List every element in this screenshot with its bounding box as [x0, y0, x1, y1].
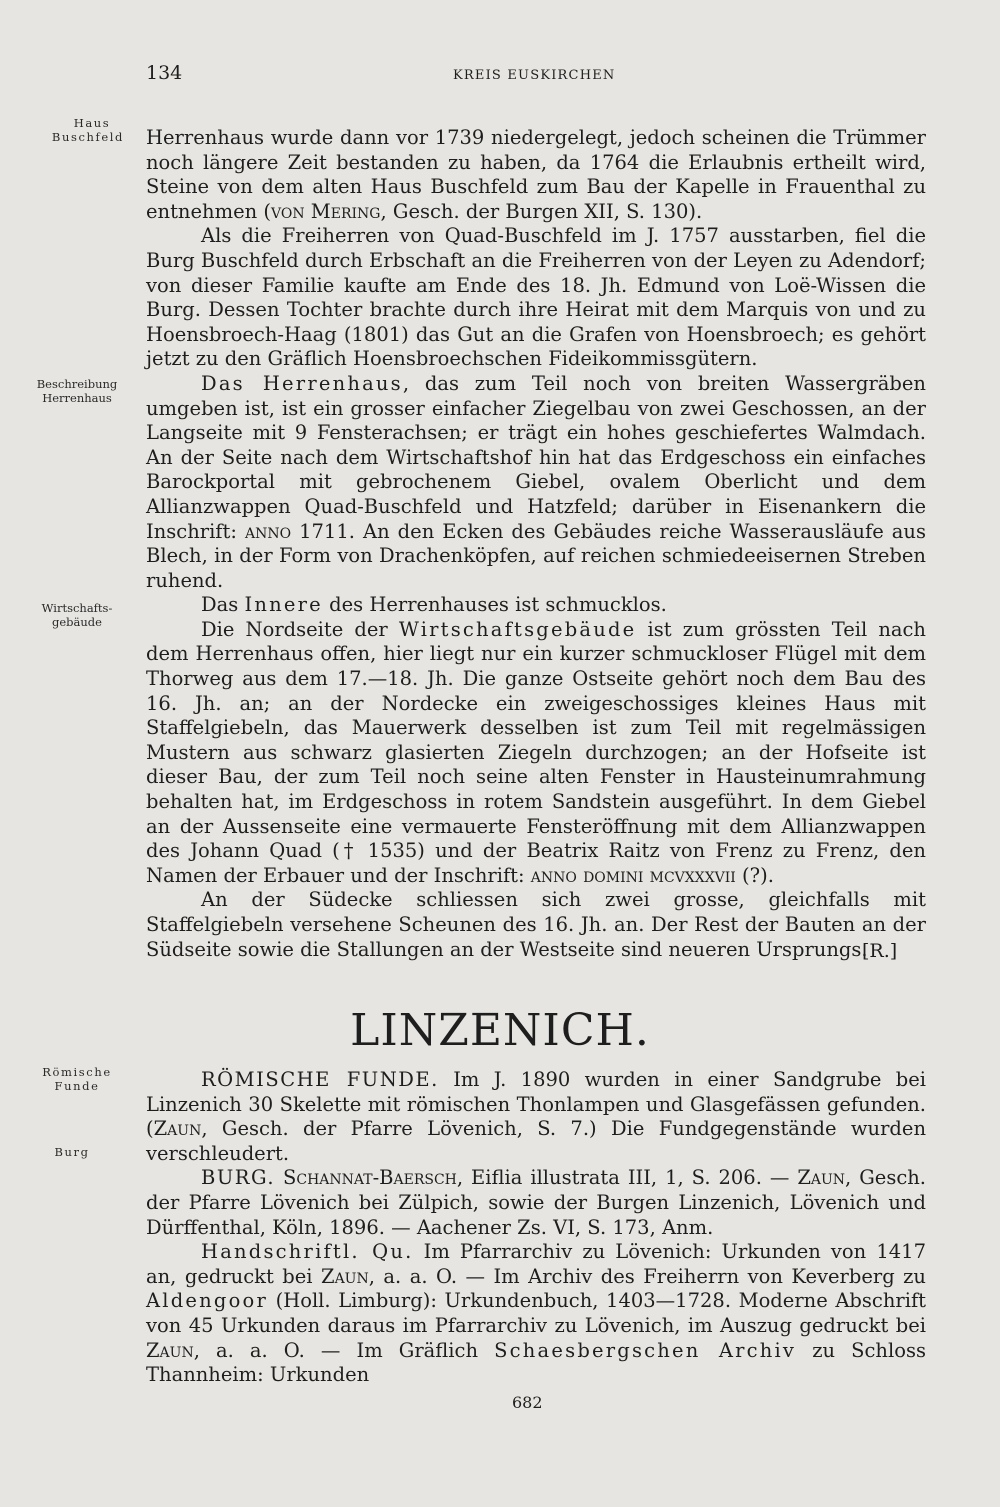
margin-note-burg: Burg [54, 1145, 90, 1159]
paragraph: Handschriftl. Qu. Im Pfarrarchiv zu Lövenich: Urkunden von 1417 an, gedruckt bei Zaun, a. a. O. — Im Archiv des Freiherrn von Keverberg zu Aldengoor (Holl. Limburg): Urkundenbuch, 1403—1728. Moderne Abschrift von 45 Urkunden daraus im Pfarrarchiv zu Lövenich, im Auszug gedruckt bei Zaun, a. a. O. — Im Gräflich Schaesbergschen Archiv zu Schloss Thannheim: Urkunden [146, 1240, 926, 1387]
paragraph: Das Innere des Herrenhauses ist schmucklos. [201, 593, 667, 617]
paragraph: Das Herrenhaus, das zum Teil noch von breiten Wassergräben umgeben ist, ist ein grosser einfacher Ziegelbau von zwei Geschossen, an der Langseite mit 9 Fensterachsen; er trägt ein hohes geschiefertes Walmdach. An der Seite nach dem Wirtschaftshof hin hat das Erdgeschoss ein einfaches Barockportal mit gebrochenem Giebel, ovalem Oberlicht und dem Allianzwappen Quad-Buschfeld und Hatzfeld; darüber in Eisenankern die Inschrift: anno 1711. An den Ecken des Gebäudes reiche Wasserausläufe aus Blech, in der Form von Drachenköpfen, auf reichen schmiedeeisernen Streben ruhend. [146, 371, 926, 592]
paragraph: RÖMISCHE FUNDE. Im J. 1890 wurden in einer Sandgrube bei Linzenich 30 Skelette mit römischen Thonlampen und Glasgefässen gefunden. (Zaun, Gesch. der Pfarre Lövenich, S. 7.) Die Fundgegenstände wurden verschleudert. [146, 1068, 926, 1165]
margin-note-line: Wirtschafts- [41, 601, 113, 615]
author-name: Zaun [153, 1117, 202, 1141]
margin-note-line: Haus [73, 116, 111, 130]
margin-note-line: gebäude [52, 615, 102, 629]
page-number-header: 134 [146, 62, 183, 84]
section-buschfeld [146, 126, 926, 962]
paragraph: BURG. Schannat-Baersch, Eiflia illustrata III, 1, S. 206. — Zaun, Gesch. der Pfarre Lövenich bei Zülpich, sowie der Burgen Linzenich, Lövenich und Dürffenthal, Köln, 1896. — Aachener Zs. VI, S. 173, Anm. [146, 1166, 927, 1239]
margin-note-line: Beschreibung [36, 377, 118, 391]
spaced-term: Schaesbergschen Archiv [494, 1338, 797, 1362]
spaced-term: Das Herrenhaus [201, 371, 403, 395]
paragraph: Herrenhaus wurde dann vor 1739 niedergelegt, jedoch scheinen die Trümmer noch längere Zeit bestanden zu haben, da 1764 die Erlaubnis ertheilt wird, Steine von dem alten Haus Buschfeld zum Bau der Kapelle in Frauenthal zu entnehmen (von Mering, Gesch. der Burgen XII, S. 130). [146, 126, 926, 223]
author-name: Zaun [146, 1338, 194, 1362]
running-title: KREIS EUSKIRCHEN [453, 68, 616, 83]
author-name: Schannat-Baersch [283, 1166, 457, 1190]
spaced-term: Wirtschaftsgebäude [398, 617, 637, 641]
margin-note-line: Funde [54, 1079, 100, 1093]
section-heading: LINZENICH. [350, 1005, 650, 1056]
spaced-term: Handschriftl. Qu. [201, 1240, 414, 1264]
paragraph: Die Nordseite der Wirtschaftsgebäude ist zum grössten Teil nach dem Herrenhaus offen, hier liegt nur ein kurzer schmuckloser Flügel mit dem Thorweg aus dem 17.—18. Jh. Die ganze Ostseite gehört noch dem Bau des 16. Jh. an; an der Nordecke ein zweigeschossiges kleines Haus mit Staffelgiebeln, das Mauerwerk desselben ist zum Teil mit regelmässigen Mustern aus schwarz glasierten Ziegeln durchzogen; an der Hofseite ist dieser Bau, der zum Teil noch seine alten Fenster in Hausteinumrahmung behalten hat, im Erdgeschoss in rotem Sandstein ausgeführt. In dem Giebel an der Aussenseite eine vermauerte Fensteröffnung mit dem Allianzwappen des Johann Quad († 1535) und der Beatrix Raitz von Frenz zu Frenz, den Namen der Erbauer und der Inschrift: anno domini mcvxxxvii (?). [146, 617, 926, 887]
author-name: von Mering [271, 199, 381, 223]
spaced-term: Innere [244, 593, 323, 617]
margin-note-wirtschaftsgebaeude [30, 601, 124, 629]
margin-note-line: Buschfeld [51, 130, 124, 144]
author-name: Zaun [797, 1166, 846, 1190]
author-signature: [R.] [862, 940, 898, 962]
margin-note-roemische-funde [30, 1065, 124, 1093]
paragraph: Als die Freiherren von Quad-Buschfeld im J. 1757 ausstarben, fiel die Burg Buschfeld durch Erbschaft an die Freiherren von der Leyen zu Adendorf; von dieser Familie kaufte am Ende des 18. Jh. Edmund von Loë-Wissen die Burg. Dessen Tochter brachte durch ihre Heirat mit dem Marquis von und zu Hoensbroech-Haag (1801) das Gut an die Grafen von Hoensbroech; es gehört jetzt zu den Gräflich Hoensbroechschen Fideikommissgütern. [146, 224, 926, 371]
paragraph: An der Südecke schliessen sich zwei grosse, gleichfalls mit Staffelgiebeln versehene Scheunen des 16. Jh. an. Der Rest der Bauten an der Südseite sowie die Stallungen an der Westseite sind neueren Ursprungs. [146, 888, 926, 961]
author-name: Zaun [321, 1264, 369, 1288]
spaced-term: Aldengoor [146, 1289, 268, 1313]
section-label: BURG. [201, 1166, 276, 1190]
margin-note-line: Herrenhaus [42, 391, 112, 405]
section-label: RÖMISCHE FUNDE. [201, 1068, 439, 1091]
inscription: anno domini mcvxxxvii [530, 863, 736, 887]
margin-note-line: Römische [42, 1065, 112, 1079]
inscription: anno 1711 [244, 519, 349, 543]
margin-note-beschreibung [30, 377, 124, 405]
section-linzenich [146, 1068, 926, 1388]
page-number-footer: 682 [512, 1393, 543, 1412]
margin-note-haus-buschfeld [40, 116, 124, 144]
